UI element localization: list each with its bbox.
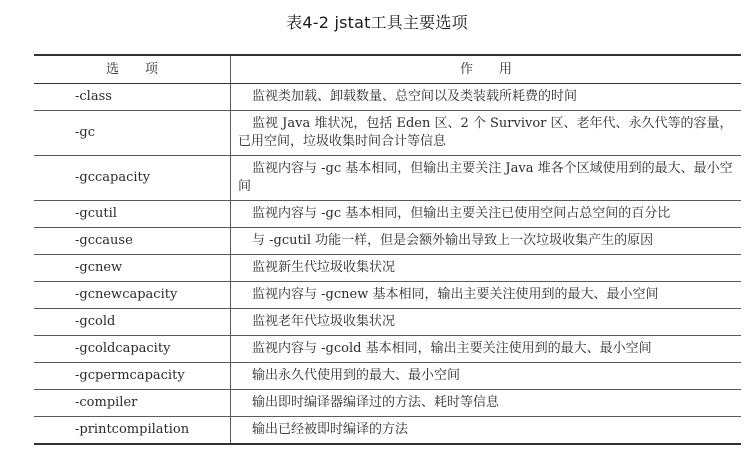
description-cell <box>231 390 742 417</box>
table-row <box>34 255 741 282</box>
table-row <box>34 363 741 390</box>
option-cell: -gccause <box>34 228 231 255</box>
option-cell: -gcnewcapacity <box>34 282 231 309</box>
jstat-options-table <box>34 54 741 445</box>
description-text: 输出已经被即时编译的方法 <box>252 422 409 437</box>
description-cell <box>231 282 742 309</box>
description-text: 监视老年代垃圾收集状况 <box>252 314 396 329</box>
header-description: 作 用 <box>231 55 742 84</box>
table-row <box>34 309 741 336</box>
table-row <box>34 336 741 363</box>
description-cell <box>231 201 742 228</box>
description-cell <box>231 111 742 156</box>
table-row <box>34 417 741 445</box>
description-text: 监视内容与 -gcnew 基本相同，输出主要关注使用到的最大、最小空间 <box>252 287 659 302</box>
table-row <box>34 201 741 228</box>
description-cell <box>231 228 742 255</box>
table-row <box>34 156 741 201</box>
description-text: 监视类加载、卸载数量、总空间以及类装载所耗费的时间 <box>252 89 578 104</box>
description-text: 输出永久代使用到的最大、最小空间 <box>252 368 461 383</box>
option-cell: -printcompilation <box>34 417 231 445</box>
description-cell <box>231 84 742 111</box>
option-cell: -gccapacity <box>34 156 231 201</box>
description-text: 监视 Java 堆状况，包括 Eden 区、2 个 Survivor 区、老年代、永久代等的容量，已用空间，垃圾收集时间合计等信息 <box>238 116 733 149</box>
description-text: 监视内容与 -gc 基本相同，但输出主要关注 Java 堆各个区域使用到的最大、最小空间 <box>238 161 733 194</box>
table-caption: 表4-2 jstat工具主要选项 <box>286 13 468 32</box>
description-cell <box>231 417 742 445</box>
description-text: 监视内容与 -gc 基本相同，但输出主要关注已使用空间占总空间的百分比 <box>252 206 671 221</box>
option-cell: -class <box>34 84 231 111</box>
option-cell: -gcutil <box>34 201 231 228</box>
header-option: 选 项 <box>34 55 231 84</box>
description-text: 监视内容与 -gcold 基本相同，输出主要关注使用到的最大、最小空间 <box>252 341 652 356</box>
option-cell: -compiler <box>34 390 231 417</box>
description-text: 与 -gcutil 功能一样，但是会额外输出导致上一次垃圾收集产生的原因 <box>252 233 654 248</box>
description-cell <box>231 255 742 282</box>
table-row <box>34 84 741 111</box>
option-cell: -gc <box>34 111 231 156</box>
option-cell: -gcold <box>34 309 231 336</box>
option-cell: -gcpermcapacity <box>34 363 231 390</box>
table-row <box>34 228 741 255</box>
table-header-row <box>34 55 741 84</box>
description-text: 输出即时编译器编译过的方法、耗时等信息 <box>252 395 500 410</box>
description-cell <box>231 363 742 390</box>
table-row <box>34 390 741 417</box>
option-cell: -gcoldcapacity <box>34 336 231 363</box>
description-cell <box>231 336 742 363</box>
table-row <box>34 282 741 309</box>
description-cell <box>231 309 742 336</box>
option-cell: -gcnew <box>34 255 231 282</box>
description-cell <box>231 156 742 201</box>
table-row <box>34 111 741 156</box>
description-text: 监视新生代垃圾收集状况 <box>252 260 396 275</box>
